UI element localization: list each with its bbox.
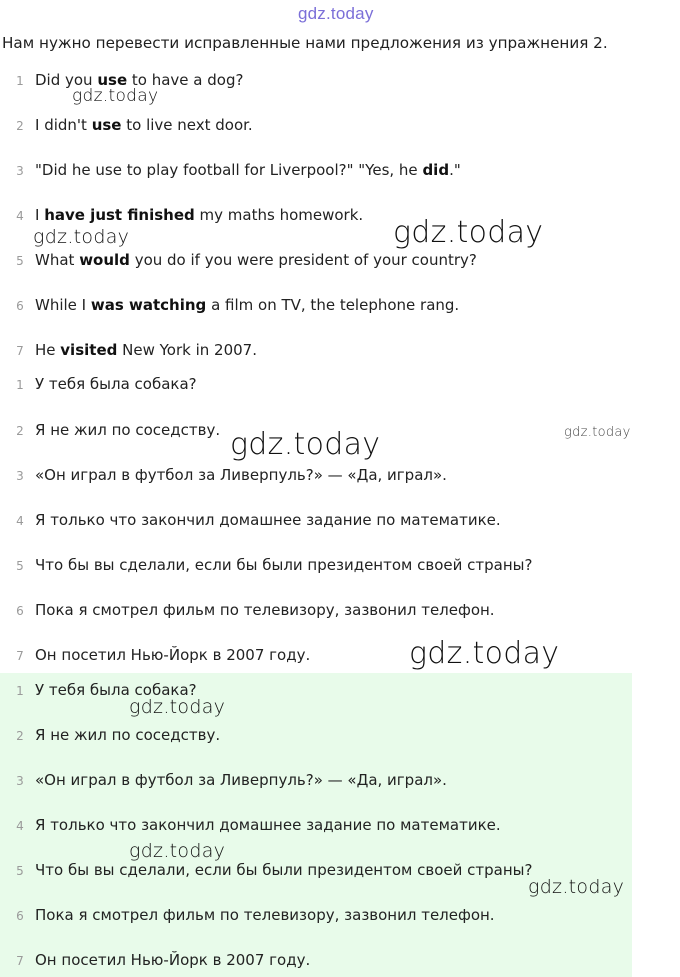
sentence-fragment: to have a dog?	[127, 71, 244, 89]
watermark: gdz.today	[528, 876, 625, 898]
russian-sentence: Он посетил Нью-Йорк в 2007 году.	[35, 646, 311, 664]
item-number: 4	[16, 514, 24, 528]
english-sentence	[35, 339, 257, 361]
list-item	[0, 339, 640, 363]
russian-sentence: Я не жил по соседству.	[35, 726, 221, 744]
sentence-fragment: I didn't	[35, 116, 92, 134]
emphasized-verb: have just finished	[44, 206, 195, 224]
item-number: 3	[16, 164, 24, 178]
item-number: 4	[16, 209, 24, 223]
item-number: 1	[16, 684, 24, 698]
sentence-fragment: ."	[449, 161, 461, 179]
russian-sentence: Что бы вы сделали, если бы были президентом своей страны?	[35, 861, 533, 879]
site-logo[interactable]: gdz.today	[298, 4, 374, 23]
list-item	[0, 509, 640, 533]
english-sentence	[35, 294, 459, 316]
russian-sentence: У тебя была собака?	[35, 681, 197, 699]
english-sentence	[35, 204, 363, 226]
list-item	[0, 464, 640, 488]
list-item	[0, 159, 640, 183]
sentence-fragment: "Did he use to play football for Liverpool?" "Yes, he	[35, 161, 423, 179]
list-item	[0, 814, 640, 838]
sentence-fragment: a film on TV, the telephone rang.	[206, 296, 460, 314]
item-number: 2	[16, 424, 24, 438]
emphasized-verb: did	[422, 161, 450, 179]
russian-sentence: «Он играл в футбол за Ливерпуль?» — «Да, играл».	[35, 771, 447, 789]
russian-sentence: Я не жил по соседству.	[35, 421, 221, 439]
list-item	[0, 904, 640, 928]
list-item	[0, 949, 640, 973]
item-number: 3	[16, 469, 24, 483]
item-number: 1	[16, 74, 24, 88]
watermark: gdz.today	[72, 86, 159, 106]
english-sentence	[35, 114, 253, 136]
watermark: gdz.today	[33, 226, 130, 248]
watermark: gdz.today	[409, 636, 560, 671]
sentence-fragment: New York in 2007.	[117, 341, 257, 359]
item-number: 6	[16, 604, 24, 618]
russian-sentence: Что бы вы сделали, если бы были президентом своей страны?	[35, 556, 533, 574]
emphasized-verb: use	[97, 71, 128, 89]
emphasized-verb: was watching	[90, 296, 207, 314]
item-number: 6	[16, 909, 24, 923]
list-item	[0, 644, 640, 668]
watermark: gdz.today	[564, 425, 631, 440]
item-number: 2	[16, 119, 24, 133]
list-item	[0, 373, 640, 397]
list-item	[0, 724, 640, 748]
list-item	[0, 114, 640, 138]
list-item	[0, 769, 640, 793]
russian-sentence: Я только что закончил домашнее задание по математике.	[35, 511, 501, 529]
sentence-fragment: to live next door.	[121, 116, 253, 134]
watermark: gdz.today	[393, 215, 544, 250]
list-item	[0, 204, 640, 228]
russian-sentence: Пока я смотрел фильм по телевизору, зазвонил телефон.	[35, 906, 495, 924]
item-number: 4	[16, 819, 24, 833]
sentence-fragment: Did you	[35, 71, 98, 89]
russian-sentence: Я только что закончил домашнее задание по математике.	[35, 816, 501, 834]
list-item	[0, 859, 640, 883]
item-number: 5	[16, 559, 24, 573]
english-sentence	[35, 69, 243, 91]
item-number: 1	[16, 378, 24, 392]
watermark: gdz.today	[129, 840, 226, 862]
watermark: gdz.today	[129, 696, 226, 718]
list-item	[0, 294, 640, 318]
list-item	[0, 419, 640, 443]
english-sentence	[35, 159, 461, 181]
russian-sentence: У тебя была собака?	[35, 375, 197, 393]
item-number: 5	[16, 864, 24, 878]
emphasized-verb: would	[79, 251, 130, 269]
russian-sentence: Пока я смотрел фильм по телевизору, зазвонил телефон.	[35, 601, 495, 619]
sentence-fragment: What	[35, 251, 80, 269]
emphasized-verb: visited	[60, 341, 118, 359]
item-number: 7	[16, 649, 24, 663]
sentence-fragment: you do if you were president of your country?	[129, 251, 477, 269]
item-number: 3	[16, 774, 24, 788]
list-item	[0, 679, 640, 703]
sentence-fragment: He	[35, 341, 61, 359]
emphasized-verb: use	[91, 116, 122, 134]
item-number: 7	[16, 344, 24, 358]
english-sentence	[35, 249, 477, 271]
list-item	[0, 554, 640, 578]
sentence-fragment: my maths homework.	[194, 206, 364, 224]
list-item	[0, 599, 640, 623]
intro-text: Нам нужно перевести исправленные нами предложения из упражнения 2.	[2, 34, 608, 52]
item-number: 7	[16, 954, 24, 968]
sentence-fragment: I	[35, 206, 45, 224]
item-number: 6	[16, 299, 24, 313]
item-number: 5	[16, 254, 24, 268]
sentence-fragment: While I	[35, 296, 91, 314]
item-number: 2	[16, 729, 24, 743]
russian-sentence: Он посетил Нью-Йорк в 2007 году.	[35, 951, 311, 969]
list-item	[0, 249, 640, 273]
watermark: gdz.today	[230, 427, 381, 462]
list-item	[0, 69, 640, 93]
russian-sentence: «Он играл в футбол за Ливерпуль?» — «Да, играл».	[35, 466, 447, 484]
